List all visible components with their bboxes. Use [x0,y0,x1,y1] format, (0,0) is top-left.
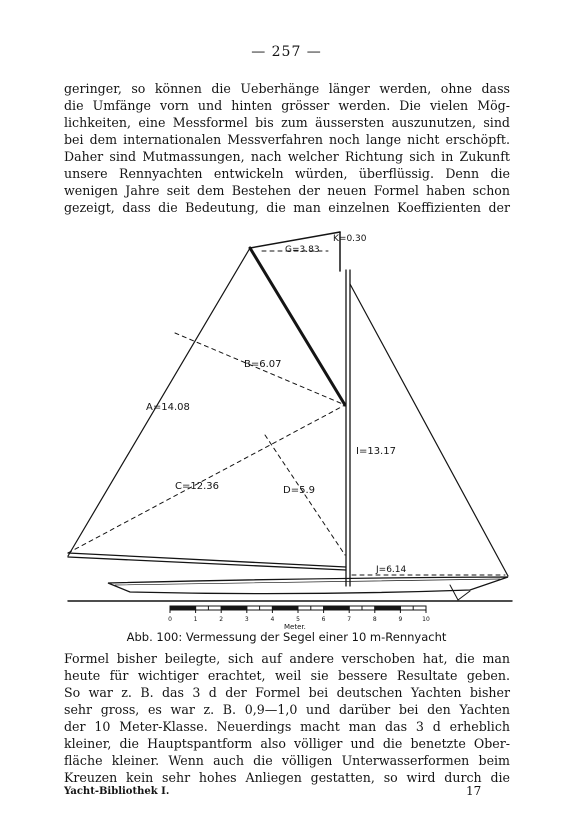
text-line: kleiner, die Hauptspantform also völliger und die benetzte Ober- [64,736,510,751]
scale-tick-label: 3 [244,616,249,623]
text-line: unsere Rennyachten entwickeln würden, überflüssig. Denn die [64,166,510,181]
scale-tick-label: 7 [347,616,352,623]
scale-tick-label: 1 [193,616,198,623]
scale-tick-label: 6 [321,616,326,623]
boom [68,553,346,570]
text-line: So war z. B. das 3 d der Formel bei deutschen Yachten bisher [64,685,510,700]
scale-tick-label: 8 [372,616,377,623]
text-line: sehr gross, es war z. B. 0,9—1,0 und darüber bei den Yachten [64,702,510,717]
label-d: D=5.9 [283,485,315,496]
text-line: fläche kleiner. Wenn auch die völligen Unterwasserformen beim [64,753,510,768]
scale-segment [272,606,298,610]
scale-segment [170,606,196,610]
rudder [450,585,470,600]
text-line: gezeigt, dass die Bedeutung, die man einzelnen Koeffizienten der [64,200,510,215]
scale-segment [375,606,401,610]
label-j: J=6.14 [376,565,407,575]
mast [346,270,350,586]
text-line: Formel bisher beilegte, sich auf andere verschoben hat, die man [64,651,510,666]
signature-mark: 17 [466,784,482,798]
text-line: geringer, so können die Ueberhänge länger werden, ohne dass [64,81,510,96]
paragraph-bottom [64,650,510,786]
text-line: Daher sind Mutmassungen, nach welcher Richtung sich in Zukunft [64,149,510,164]
scale-tick-label: 5 [296,616,300,623]
scale-segment [324,606,350,610]
mainsail-leech [250,248,345,405]
label-c: C=12.36 [175,481,219,492]
scale-tick-label: 10 [422,616,430,623]
scale-tick-label: 9 [398,616,403,623]
sail-measurement-figure [0,210,573,630]
label-g: G=3.83 [285,245,320,255]
scale-tick-label: 2 [219,616,224,623]
text-line: die Umfänge vorn und hinten grösser werden. Die vielen Mög- [64,98,510,113]
text-line: Kreuzen kein sehr hohes Anliegen gestatten, so wird durch die [64,770,510,785]
label-b: B=6.07 [244,359,282,370]
paragraph-top [64,80,510,216]
text-line: wenigen Jahre seit dem Bestehen der neuen Formel haben schon [64,183,510,198]
text-line: lichkeiten, eine Messformel bis zum äussersten auszunutzen, sind [64,115,510,130]
label-i: I=13.17 [356,446,396,457]
scale-label: Meter. [284,623,306,630]
series-title: Yacht-Bibliothek I. [64,786,170,797]
foresail-leech [350,284,508,576]
figure-caption: Abb. 100: Vermessung der Segel einer 10 m-Rennyacht [126,630,447,644]
scale-segment [221,606,247,610]
scale-tick-label: 4 [270,616,275,623]
page-number: — 257 — [251,44,322,60]
text-line: bei dem internationalen Messverfahren noch lange nicht erschöpft. [64,132,510,147]
text-line: heute für wichtiger erachtet, weil sie bessere Resultate geben. [64,668,510,683]
measure-c [68,405,345,553]
label-a: A=14.08 [146,402,190,413]
scale-bar [170,606,426,613]
text-line: der 10 Meter-Klasse. Neuerdings macht man das 3 d erheblich [64,719,510,734]
scale-tick-label: 0 [168,616,172,623]
label-k: K=0.30 [333,234,367,244]
